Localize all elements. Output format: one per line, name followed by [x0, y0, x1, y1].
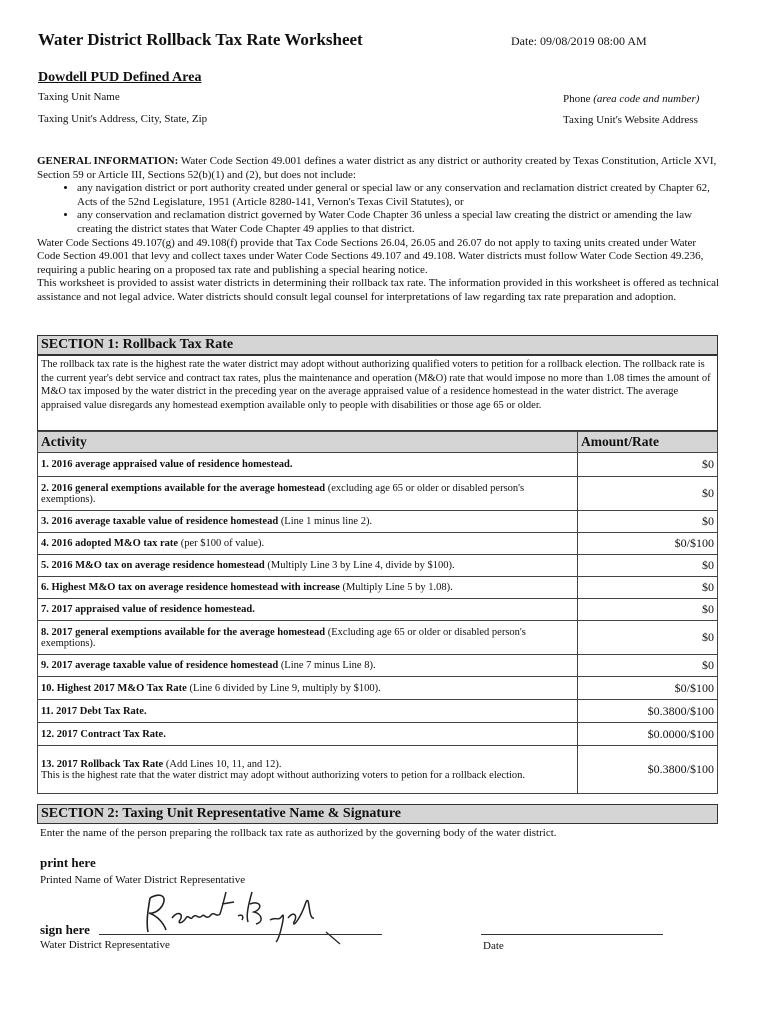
table-row: [38, 700, 718, 723]
activity-rest: (Excluding age 65 or older or disabled person's exemptions).: [41, 626, 526, 649]
general-bullet: • any navigation district or port authority created under general or special law or any conservation and reclamation district created by Chapter 62, Acts of the 52nd Legislature, 1951 (Article 8280-141, Vernon's Texas Civil Statutes), or: [77, 182, 722, 209]
activity-rest: (Multiply Line 3 by Line 4, divide by $100).: [264, 560, 455, 571]
general-intro: [37, 155, 722, 182]
activity-cell: [38, 746, 578, 794]
table-row: [38, 599, 718, 621]
activity-cell: [38, 477, 578, 511]
general-intro-text: Water Code Section 49.001 defines a water district as any district or authority created by Texas Constitution, Article XVI, Section 59 or Article III, Sections 52(b)(1) and (2), but does not include:: [37, 155, 717, 181]
col-amount: Amount/Rate: [578, 432, 718, 453]
activity-cell: [38, 533, 578, 555]
activity-cell: [38, 677, 578, 700]
date-stamp: Date: 09/08/2019 08:00 AM: [511, 34, 647, 48]
worksheet-table: [37, 431, 718, 794]
table-row: [38, 453, 718, 477]
amount-cell: $0: [578, 453, 718, 477]
table-row: [38, 655, 718, 677]
table-row: [38, 723, 718, 746]
table-row: [38, 477, 718, 511]
activity-bold: 5. 2016 M&O tax on average residence homestead: [41, 560, 265, 571]
activity-bold: 1. 2016 average appraised value of residence homestead.: [41, 459, 293, 470]
activity-cell: [38, 723, 578, 746]
activity-bold: 6. Highest M&O tax on average residence homestead with increase: [41, 582, 340, 593]
activity-rest: (Add Lines 10, 11, and 12).: [163, 758, 282, 770]
general-bullet: • any conservation and reclamation district governed by Water Code Chapter 36 unless a special law creating the district or amending the law creating the district states that Water Code Chapter 49 applies to that district.: [77, 209, 722, 236]
amount-cell: $0: [578, 577, 718, 599]
activity-rest: (Line 7 minus Line 8).: [278, 660, 376, 671]
activity-bold: 2. 2016 general exemptions available for the average homestead: [41, 482, 326, 494]
general-para3: This worksheet is provided to assist water districts in determining their rollback tax rate. The information provided in this worksheet is offered as technical assistance and not legal advice. Water districts should consult legal counsel for interpretations of law regarding tax rate preparation and adoption.: [37, 277, 720, 303]
page-title: Water District Rollback Tax Rate Worksheet: [38, 30, 363, 49]
phone-label-italic: (area code and number): [593, 93, 700, 105]
amount-cell: $0: [578, 599, 718, 621]
amount-cell: $0: [578, 477, 718, 511]
table-row: [38, 511, 718, 533]
activity-bold: 9. 2017 average taxable value of residence homestead: [41, 660, 279, 671]
activity-rest: (Line 6 divided by Line 9, multiply by $100).: [186, 682, 381, 694]
table-row: [38, 677, 718, 700]
activity-bold: 7. 2017 appraised value of residence homestead.: [41, 604, 255, 615]
general-heading: GENERAL INFORMATION:: [37, 155, 179, 167]
section2-instructions: Enter the name of the person preparing the rollback tax rate as authorized by the governing body of the water district.: [40, 827, 557, 839]
amount-cell: $0: [578, 511, 718, 533]
activity-bold: 3. 2016 average taxable value of residence homestead: [41, 516, 279, 527]
phone-label: [563, 93, 699, 105]
activity-rest: (Multiply Line 5 by 1.08).: [339, 582, 453, 593]
date-line: [481, 934, 663, 935]
table-row: [38, 533, 718, 555]
amount-cell: $0/$100: [578, 533, 718, 555]
amount-cell: $0/$100: [578, 677, 718, 700]
signature-image: [130, 880, 350, 946]
activity-rest: (per $100 of value).: [178, 538, 265, 549]
activity-cell: [38, 621, 578, 655]
amount-cell: $0: [578, 655, 718, 677]
activity-cell: [38, 700, 578, 723]
activity-bold: 11. 2017 Debt Tax Rate.: [41, 705, 147, 717]
table-header-row: [38, 432, 718, 453]
activity-rest: (excluding age 65 or older or disabled person's exemptions).: [41, 482, 525, 505]
table-row: [38, 621, 718, 655]
address-label: Taxing Unit's Address, City, State, Zip: [38, 113, 208, 125]
activity-cell: [38, 599, 578, 621]
activity-bold: 8. 2017 general exemptions available for the average homestead: [41, 626, 326, 638]
col-activity: Activity: [38, 432, 578, 453]
section1-description: The rollback tax rate is the highest rate the water district may adopt without authorizing qualified voters to petition for a rollback election. The rollback rate is the current year's debt service and contract tax rates, plus the maintenance and operation (M&O) rate that would impose no more than 1.08 times the amount of M&O tax imposed by the water district in the preceding year on the average appraised value of a residence homestead in the water district. The average appraised value disregards any homestead exemption available only to people with disabilities or those age 65 or older.: [37, 355, 718, 431]
general-para2: Water Code Sections 49.107(g) and 49.108(f) provide that Tax Code Sections 26.04, 26.05 and 26.07 do not apply to taxing units created under Water Code Section 49.001 that levy and collect taxes under Water Code Sections 49.107 and 49.108. Water districts must follow Water Code Section 49.236, requiring a public hearing on a proposed tax rate and publishing a special hearing notice.: [37, 236, 704, 276]
section1-header: SECTION 1: Rollback Tax Rate: [37, 335, 718, 355]
date-label: Date: [483, 940, 504, 952]
print-here-label: print here: [40, 855, 96, 870]
amount-cell: $0: [578, 621, 718, 655]
general-bullets: [37, 182, 722, 236]
signature-line: [99, 934, 382, 935]
sign-here-label: sign here: [40, 922, 90, 937]
activity-rest: (Line 1 minus line 2).: [278, 516, 373, 527]
general-information: [37, 155, 722, 305]
activity-bold: 10. Highest 2017 M&O Tax Rate: [41, 682, 187, 694]
phone-label-prefix: Phone: [563, 93, 594, 105]
website-label: Taxing Unit's Website Address: [563, 114, 698, 126]
taxing-unit-name-label: Taxing Unit Name: [38, 91, 120, 103]
activity-cell: [38, 555, 578, 577]
amount-cell: $0: [578, 555, 718, 577]
amount-cell: $0.3800/$100: [578, 700, 718, 723]
activity-bold: 4. 2016 adopted M&O tax rate: [41, 538, 179, 549]
entity-name: Dowdell PUD Defined Area: [38, 70, 202, 85]
printed-name-label: Printed Name of Water District Representative: [40, 874, 246, 886]
table-row: [38, 555, 718, 577]
amount-cell: $0.3800/$100: [578, 746, 718, 794]
table-row: [38, 577, 718, 599]
activity-cell: [38, 655, 578, 677]
activity-cell: [38, 453, 578, 477]
amount-cell: $0.0000/$100: [578, 723, 718, 746]
activity-bold: 12. 2017 Contract Tax Rate.: [41, 728, 166, 740]
table-row: [38, 746, 718, 794]
activity-bold: 13. 2017 Rollback Tax Rate: [41, 758, 164, 770]
section2-header: SECTION 2: Taxing Unit Representative Name & Signature: [37, 804, 718, 824]
activity-cell: [38, 577, 578, 599]
activity-note: This is the highest rate that the water district may adopt without authorizing voters to petion for a rollback election.: [41, 769, 526, 781]
activity-cell: [38, 511, 578, 533]
representative-label: Water District Representative: [40, 939, 170, 951]
